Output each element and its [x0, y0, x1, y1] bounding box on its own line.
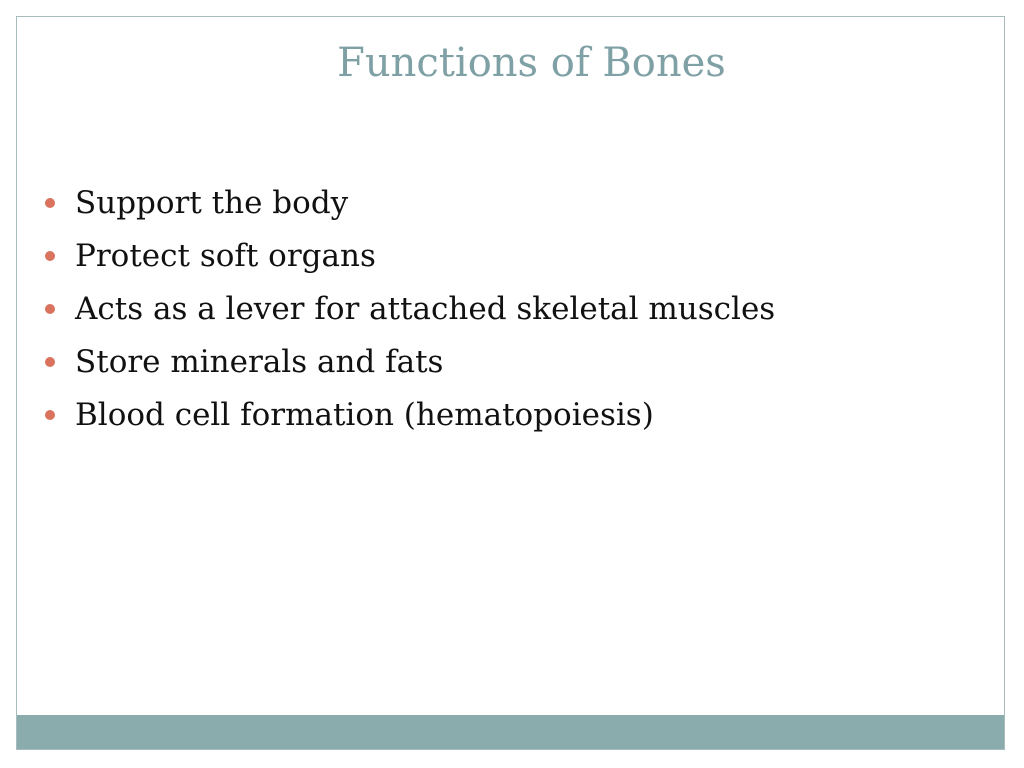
list-item — [45, 176, 775, 229]
list-item — [45, 282, 775, 335]
list-item — [45, 335, 775, 388]
bullet-marker-icon — [45, 198, 55, 208]
list-item — [45, 388, 775, 441]
slide — [16, 16, 1005, 750]
slide-title: Functions of Bones — [337, 40, 726, 86]
bullet-marker-icon — [45, 251, 55, 261]
list-item — [45, 229, 775, 282]
bullet-text: Acts as a lever for attached skeletal muscles — [75, 290, 776, 327]
bullet-marker-icon — [45, 357, 55, 367]
bullet-text: Store minerals and fats — [75, 343, 444, 380]
bullet-marker-icon — [45, 410, 55, 420]
bullet-text: Protect soft organs — [75, 237, 376, 274]
bullet-marker-icon — [45, 304, 55, 314]
bullet-text: Blood cell formation (hematopoiesis) — [75, 396, 654, 433]
footer-bar — [17, 715, 1004, 749]
bullet-list — [45, 176, 775, 441]
bullet-text: Support the body — [75, 184, 349, 221]
